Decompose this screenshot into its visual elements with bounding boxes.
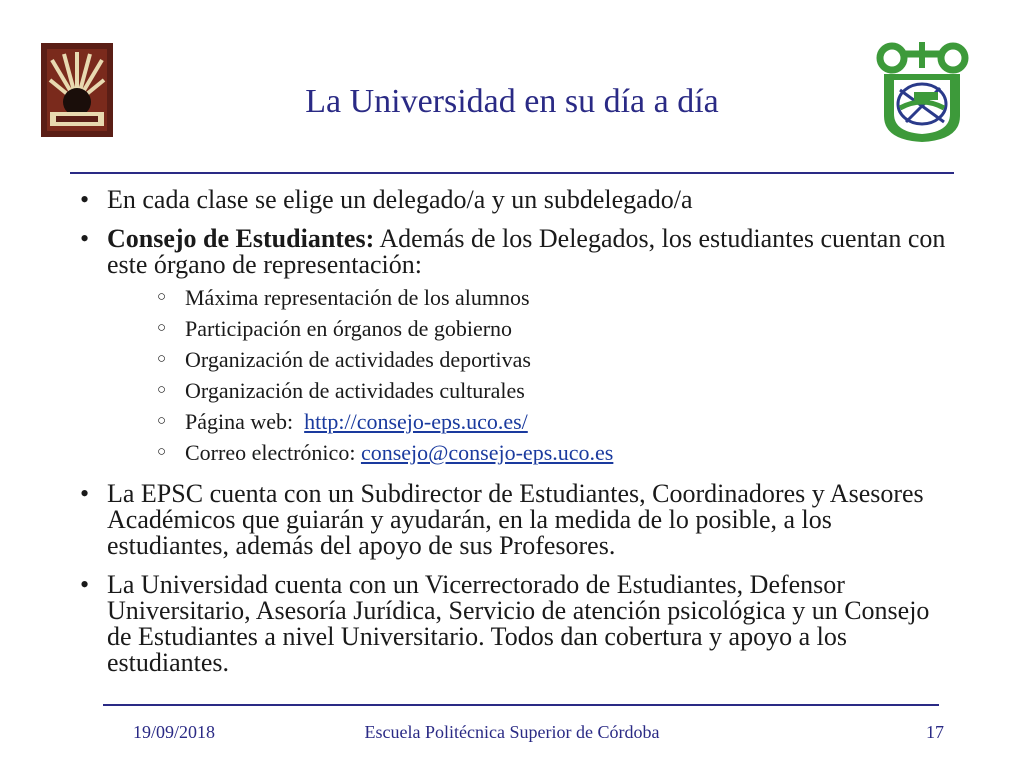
sub-list-item — [107, 344, 960, 375]
bullet-text: La EPSC cuenta con un Subdirector de Estudiantes, Coordinadores y Asesores Académicos que guiarán y ayudarán, en la medida de lo posible, a los estudiantes, además del apoyo de sus Profesores. — [107, 479, 924, 560]
ring-bullet-icon: ○ — [157, 413, 167, 429]
slide-content — [80, 187, 960, 676]
bullet-dot-icon: • — [80, 479, 90, 508]
bullet-item — [80, 481, 960, 559]
slide-number: 17 — [926, 722, 944, 742]
sub-item-text: Organización de actividades culturales — [185, 378, 525, 403]
ring-bullet-icon: ○ — [157, 351, 167, 367]
sub-list-item — [107, 375, 960, 406]
slide-title: La Universidad en su día a día — [305, 83, 719, 120]
sub-item-text: Organización de actividades deportivas — [185, 347, 531, 372]
bullet-item — [80, 572, 960, 676]
ring-bullet-icon: ○ — [157, 444, 167, 460]
bullet-item — [80, 187, 960, 213]
ring-bullet-icon: ○ — [157, 289, 167, 305]
email-label: Correo electrónico: — [185, 440, 361, 465]
sub-list-item — [107, 282, 960, 313]
website-link[interactable]: http://consejo-eps.uco.es/ — [304, 409, 528, 434]
bullet-text: La Universidad cuenta con un Vicerrectorado de Estudiantes, Defensor Universitario, Asesoría Jurídica, Servicio de atención psicológica y un Consejo de Estudiantes a nivel Universitario. Todos dan cobertura y apoyo a los estudiantes. — [107, 570, 930, 677]
email-link[interactable]: consejo@consejo-eps.uco.es — [360, 440, 614, 465]
footer-school-name: Escuela Politécnica Superior de Córdoba — [364, 722, 660, 742]
footer-date: 19/09/2018 — [133, 722, 216, 742]
bullet-dot-icon: • — [80, 224, 90, 253]
bullet-bold-label: Consejo de Estudiantes: — [107, 224, 375, 253]
sub-item-text: Máxima representación de los alumnos — [185, 285, 530, 310]
ring-bullet-icon: ○ — [157, 320, 167, 336]
sub-list-item — [107, 437, 960, 468]
bullet-dot-icon: • — [80, 570, 90, 599]
bullet-dot-icon: • — [80, 185, 90, 214]
footer-divider — [103, 704, 939, 706]
bullet-item — [80, 226, 960, 468]
sub-list — [107, 282, 960, 468]
sub-list-item — [107, 406, 960, 437]
title-divider — [70, 172, 954, 174]
sub-list-item — [107, 313, 960, 344]
bullet-text: Además de los Delegados, los estudiantes cuentan con este órgano de representación: — [107, 224, 946, 279]
bullet-text: En cada clase se elige un delegado/a y un subdelegado/a — [107, 185, 693, 214]
sub-item-text: Participación en órganos de gobierno — [185, 316, 513, 341]
ring-bullet-icon: ○ — [157, 382, 167, 398]
web-label: Página web: — [185, 409, 305, 434]
